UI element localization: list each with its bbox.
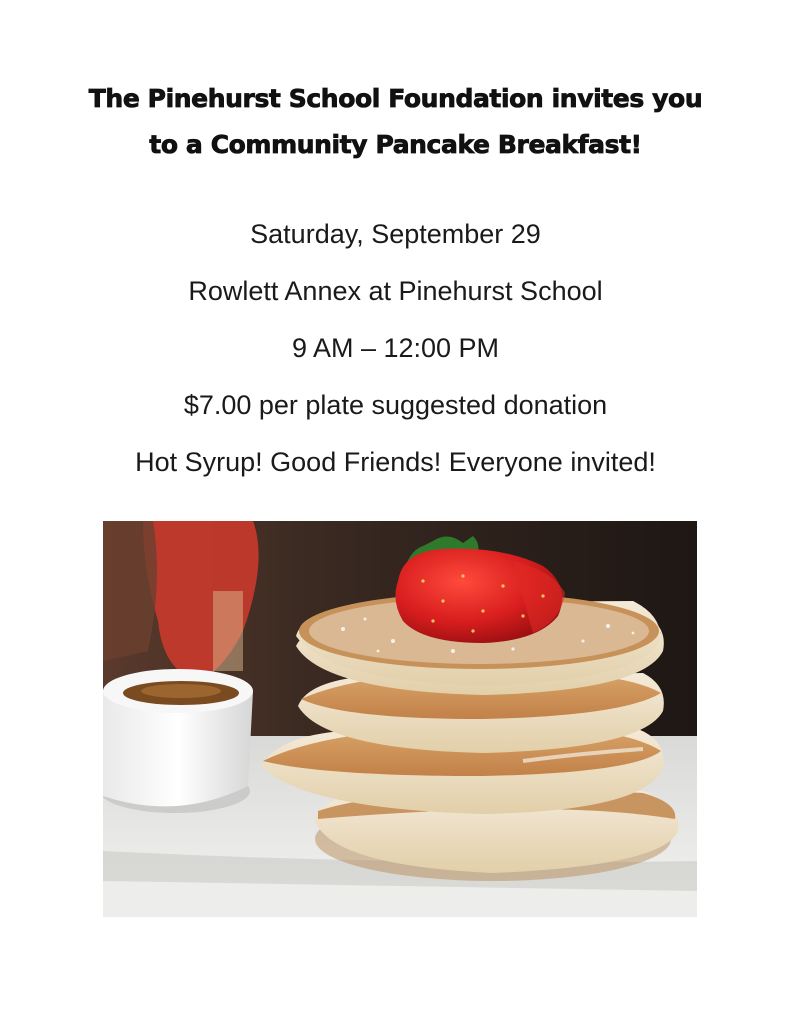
headline-line-1: The Pinehurst School Foundation invites you <box>88 84 703 113</box>
event-date: Saturday, September 29 <box>250 219 541 249</box>
pancake-stack-photo <box>103 521 697 917</box>
flyer-headline <box>60 76 731 168</box>
headline-line-2: to a Community Pancake Breakfast! <box>149 130 642 159</box>
event-details <box>40 206 751 491</box>
event-price: $7.00 per plate suggested donation <box>183 390 608 420</box>
event-tagline: Hot Syrup! Good Friends! Everyone invited! <box>135 447 656 477</box>
event-location: Rowlett Annex at Pinehurst School <box>188 276 603 306</box>
event-time: 9 AM – 12:00 PM <box>291 333 500 363</box>
